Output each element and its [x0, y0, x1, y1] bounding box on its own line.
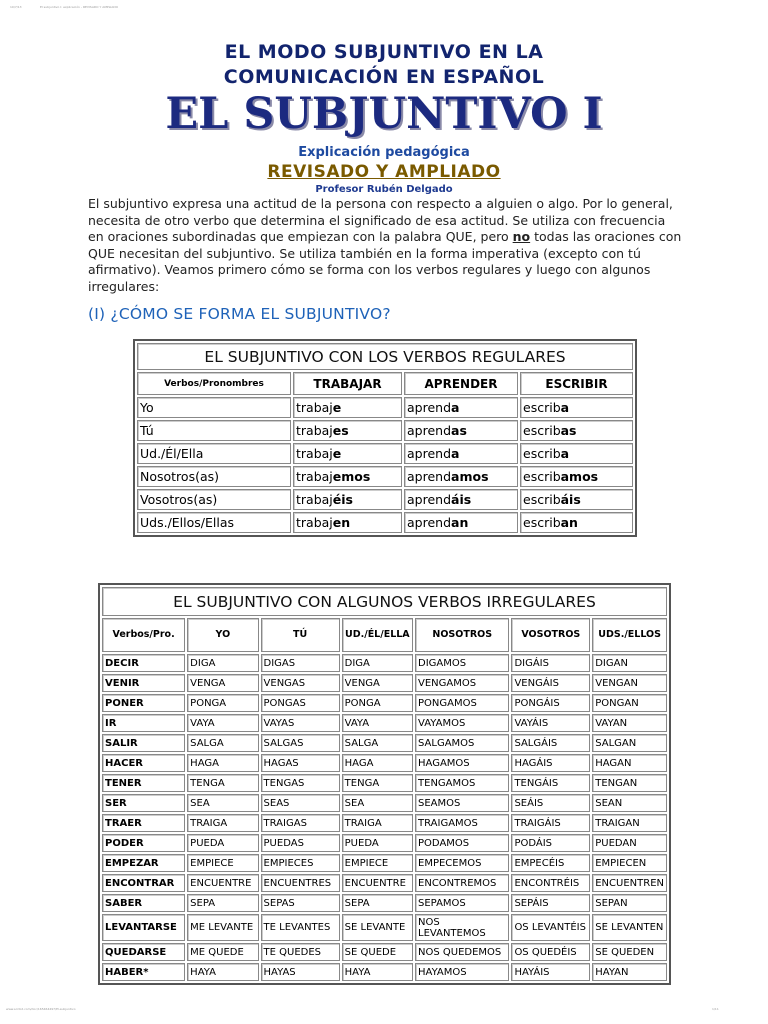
- table-row: [137, 420, 633, 441]
- verb-ending: an: [451, 515, 469, 530]
- header-cell: NOSOTROS: [415, 618, 509, 652]
- conjugation-cell: [520, 397, 633, 418]
- verb-stem: escrib: [523, 446, 561, 461]
- verb-cell: HACER: [102, 754, 185, 772]
- conjugation-cell: [520, 466, 633, 487]
- conjugation-cell: [293, 397, 402, 418]
- conjugation-cell: VAYAMOS: [415, 714, 509, 732]
- conjugation-cell: EMPECÉIS: [511, 854, 590, 872]
- header-cell: UDS./ELLOS: [592, 618, 667, 652]
- verb-stem: escrib: [523, 400, 561, 415]
- conjugation-cell: ENCONTRÉIS: [511, 874, 590, 892]
- conjugation-cell: [404, 397, 518, 418]
- conjugation-cell: EMPIECE: [342, 854, 413, 872]
- conjugation-cell: [404, 466, 518, 487]
- conjugation-cell: VENGA: [342, 674, 413, 692]
- verb-cell: SABER: [102, 894, 185, 912]
- conjugation-cell: HAGAN: [592, 754, 667, 772]
- conjugation-cell: OS LEVANTÉIS: [511, 914, 590, 941]
- conjugation-cell: VENGAMOS: [415, 674, 509, 692]
- document-header: [0, 40, 768, 195]
- verb-cell: TENER: [102, 774, 185, 792]
- verb-cell: SALIR: [102, 734, 185, 752]
- verb-ending: e: [332, 446, 342, 461]
- header-cell: Verbos/Pro.: [102, 618, 185, 652]
- conjugation-cell: PUEDAS: [261, 834, 340, 852]
- table-row: [102, 963, 667, 981]
- verb-ending: en: [332, 515, 351, 530]
- conjugation-cell: OS QUEDÉIS: [511, 943, 590, 961]
- conjugation-cell: TRAIGAMOS: [415, 814, 509, 832]
- conjugation-cell: SEPAMOS: [415, 894, 509, 912]
- table-row: [102, 854, 667, 872]
- conjugation-cell: PUEDAN: [592, 834, 667, 852]
- conjugation-cell: NOS LEVANTEMOS: [415, 914, 509, 941]
- verb-cell: IR: [102, 714, 185, 732]
- header-cell: APRENDER: [404, 372, 518, 395]
- conjugation-cell: TRAIGA: [187, 814, 258, 832]
- conjugation-cell: EMPIECE: [187, 854, 258, 872]
- conjugation-cell: SE QUEDE: [342, 943, 413, 961]
- verb-stem: trabaj: [296, 469, 333, 484]
- conjugation-cell: PUEDA: [187, 834, 258, 852]
- table-row: [137, 512, 633, 533]
- intro-paragraph: [88, 196, 683, 295]
- page-header-title: El subjuntivo I: explicación - REVISADO Y AMPLIADO: [40, 5, 119, 9]
- conjugation-cell: TENGÁIS: [511, 774, 590, 792]
- conjugation-cell: DIGAS: [261, 654, 340, 672]
- conjugation-cell: VAYÁIS: [511, 714, 590, 732]
- conjugation-cell: VENGAN: [592, 674, 667, 692]
- verb-stem: aprend: [407, 446, 452, 461]
- conjugation-cell: VAYA: [187, 714, 258, 732]
- conjugation-cell: SE LEVANTEN: [592, 914, 667, 941]
- conjugation-cell: HAYAN: [592, 963, 667, 981]
- conjugation-cell: TRAIGAN: [592, 814, 667, 832]
- conjugation-cell: SEPAN: [592, 894, 667, 912]
- conjugation-cell: [293, 420, 402, 441]
- header-cell: UD./ÉL/ELLA: [342, 618, 413, 652]
- verb-stem: trabaj: [296, 400, 333, 415]
- table-row: [102, 794, 667, 812]
- table-row: [102, 694, 667, 712]
- table-row: [102, 774, 667, 792]
- verb-cell: VENIR: [102, 674, 185, 692]
- header-cell: TRABAJAR: [293, 372, 402, 395]
- conjugation-cell: DIGA: [342, 654, 413, 672]
- pronoun-cell: Nosotros(as): [137, 466, 291, 487]
- table-row: [102, 674, 667, 692]
- table-row: [102, 943, 667, 961]
- conjugation-cell: ME QUEDE: [187, 943, 258, 961]
- conjugation-cell: HAGAS: [261, 754, 340, 772]
- conjugation-cell: VENGAS: [261, 674, 340, 692]
- regular-verbs-table: [133, 339, 637, 537]
- conjugation-cell: [520, 512, 633, 533]
- intro-no-emphasis: no: [512, 229, 531, 244]
- irregular-table-caption: EL SUBJUNTIVO CON ALGUNOS VERBOS IRREGULARES: [102, 587, 667, 616]
- conjugation-cell: VAYA: [342, 714, 413, 732]
- conjugation-cell: DIGA: [187, 654, 258, 672]
- irregular-verbs-table: [98, 583, 671, 985]
- verb-ending: an: [560, 515, 578, 530]
- conjugation-cell: SEPA: [342, 894, 413, 912]
- conjugation-cell: HAGA: [187, 754, 258, 772]
- page-footer-page: 1/11: [712, 1007, 719, 1011]
- conjugation-cell: [520, 443, 633, 464]
- intro-text-2: todas las oraciones con QUE necesitan del subjuntivo. Se utiliza también en la forma imperativa (excepto con tú afirmativo). Veamos primero cómo se forma con los verbos regulares y luego con algunos irregulares:: [88, 229, 682, 294]
- conjugation-cell: SEAN: [592, 794, 667, 812]
- header-cell: TÚ: [261, 618, 340, 652]
- conjugation-cell: SEAS: [261, 794, 340, 812]
- conjugation-cell: VENGÁIS: [511, 674, 590, 692]
- verb-cell: PODER: [102, 834, 185, 852]
- conjugation-cell: [404, 489, 518, 510]
- conjugation-cell: [520, 489, 633, 510]
- header-cell: YO: [187, 618, 258, 652]
- conjugation-cell: NOS QUEDEMOS: [415, 943, 509, 961]
- table-row: [137, 443, 633, 464]
- conjugation-cell: HAGA: [342, 754, 413, 772]
- conjugation-cell: SEÁIS: [511, 794, 590, 812]
- conjugation-cell: PONGAMOS: [415, 694, 509, 712]
- conjugation-cell: SEPAS: [261, 894, 340, 912]
- verb-stem: aprend: [407, 469, 452, 484]
- conjugation-cell: VAYAN: [592, 714, 667, 732]
- verb-ending: a: [451, 400, 460, 415]
- header-cell: VOSOTROS: [511, 618, 590, 652]
- pronoun-cell: Yo: [137, 397, 291, 418]
- table-row: [102, 754, 667, 772]
- conjugation-cell: VAYAS: [261, 714, 340, 732]
- conjugation-cell: HAYA: [342, 963, 413, 981]
- conjugation-cell: SALGAMOS: [415, 734, 509, 752]
- verb-cell: TRAER: [102, 814, 185, 832]
- conjugation-cell: SEPA: [187, 894, 258, 912]
- page-header-date: 10/7/13: [10, 5, 22, 9]
- conjugation-cell: ENCONTREMOS: [415, 874, 509, 892]
- conjugation-cell: SALGAS: [261, 734, 340, 752]
- table-row: [137, 397, 633, 418]
- conjugation-cell: HAGÁIS: [511, 754, 590, 772]
- verb-stem: aprend: [407, 515, 452, 530]
- conjugation-cell: HAYAMOS: [415, 963, 509, 981]
- conjugation-cell: PONGAS: [261, 694, 340, 712]
- conjugation-cell: ENCUENTRES: [261, 874, 340, 892]
- table-row: [137, 466, 633, 487]
- verb-ending: áis: [560, 492, 581, 507]
- verb-stem: escrib: [523, 423, 561, 438]
- table-row: [137, 489, 633, 510]
- verb-cell: LEVANTARSE: [102, 914, 185, 941]
- conjugation-cell: PONGA: [342, 694, 413, 712]
- verb-cell: DECIR: [102, 654, 185, 672]
- conjugation-cell: DIGÁIS: [511, 654, 590, 672]
- subtitle: Explicación pedagógica: [298, 145, 470, 160]
- verb-ending: a: [451, 446, 460, 461]
- verb-ending: as: [451, 423, 467, 438]
- verb-ending: éis: [332, 492, 353, 507]
- conjugation-cell: PONGA: [187, 694, 258, 712]
- conjugation-cell: [293, 512, 402, 533]
- verb-stem: aprend: [407, 492, 452, 507]
- conjugation-cell: PONGÁIS: [511, 694, 590, 712]
- verb-ending: es: [332, 423, 349, 438]
- verb-ending: a: [560, 446, 570, 461]
- verb-stem: escrib: [523, 469, 561, 484]
- verb-cell: SER: [102, 794, 185, 812]
- title-line-2: COMUNICACIÓN EN ESPAÑOL: [223, 66, 545, 88]
- header-cell: Verbos/Pronombres: [137, 372, 291, 395]
- verb-cell: QUEDARSE: [102, 943, 185, 961]
- header-cell: ESCRIBIR: [520, 372, 633, 395]
- table-row: [102, 874, 667, 892]
- conjugation-cell: DIGAMOS: [415, 654, 509, 672]
- conjugation-cell: TENGAN: [592, 774, 667, 792]
- conjugation-cell: [520, 420, 633, 441]
- section-heading: (I) ¿CÓMO SE FORMA EL SUBJUNTIVO?: [88, 305, 391, 323]
- conjugation-cell: ENCUENTREN: [592, 874, 667, 892]
- table-row: [102, 914, 667, 941]
- verb-ending: as: [560, 423, 577, 438]
- conjugation-cell: SE QUEDEN: [592, 943, 667, 961]
- conjugation-cell: SEA: [187, 794, 258, 812]
- conjugation-cell: SE LEVANTE: [342, 914, 413, 941]
- conjugation-cell: PUEDA: [342, 834, 413, 852]
- pronoun-cell: Vosotros(as): [137, 489, 291, 510]
- table-row: [102, 714, 667, 732]
- conjugation-cell: HAGAMOS: [415, 754, 509, 772]
- verb-cell: PONER: [102, 694, 185, 712]
- verb-stem: escrib: [523, 492, 561, 507]
- conjugation-cell: HAYÁIS: [511, 963, 590, 981]
- conjugation-cell: EMPIECEN: [592, 854, 667, 872]
- verb-stem: aprend: [407, 423, 452, 438]
- conjugation-cell: PONGAN: [592, 694, 667, 712]
- conjugation-cell: TENGA: [342, 774, 413, 792]
- conjugation-cell: EMPECEMOS: [415, 854, 509, 872]
- conjugation-cell: TRAIGÁIS: [511, 814, 590, 832]
- conjugation-cell: [293, 466, 402, 487]
- title-line-1: EL MODO SUBJUNTIVO EN LA: [224, 41, 544, 63]
- conjugation-cell: TRAIGA: [342, 814, 413, 832]
- pronoun-cell: Ud./Él/Ella: [137, 443, 291, 464]
- conjugation-cell: PODÁIS: [511, 834, 590, 852]
- verb-cell: EMPEZAR: [102, 854, 185, 872]
- verb-ending: emos: [332, 469, 371, 484]
- conjugation-cell: ENCUENTRE: [342, 874, 413, 892]
- conjugation-cell: TENGAMOS: [415, 774, 509, 792]
- pronoun-cell: Tú: [137, 420, 291, 441]
- conjugation-cell: SALGA: [342, 734, 413, 752]
- conjugation-cell: [404, 443, 518, 464]
- conjugation-cell: SALGA: [187, 734, 258, 752]
- table-row: [102, 654, 667, 672]
- table-row: [102, 734, 667, 752]
- verb-cell: HABER*: [102, 963, 185, 981]
- conjugation-cell: TENGAS: [261, 774, 340, 792]
- page-footer-url: www.scribd.com/doc/165464497/El-subjuntivo: [6, 1007, 76, 1011]
- conjugation-cell: HAYAS: [261, 963, 340, 981]
- verb-ending: e: [332, 400, 342, 415]
- conjugation-cell: SEA: [342, 794, 413, 812]
- conjugation-cell: [404, 512, 518, 533]
- conjugation-cell: HAYA: [187, 963, 258, 981]
- verb-stem: trabaj: [296, 515, 333, 530]
- conjugation-cell: VENGA: [187, 674, 258, 692]
- verb-ending: áis: [451, 492, 472, 507]
- conjugation-cell: EMPIECES: [261, 854, 340, 872]
- regular-table-caption: EL SUBJUNTIVO CON LOS VERBOS REGULARES: [137, 343, 633, 370]
- conjugation-cell: [293, 489, 402, 510]
- pronoun-cell: Uds./Ellos/Ellas: [137, 512, 291, 533]
- author: Profesor Rubén Delgado: [315, 184, 453, 195]
- conjugation-cell: TE QUEDES: [261, 943, 340, 961]
- conjugation-cell: SEAMOS: [415, 794, 509, 812]
- conjugation-cell: TENGA: [187, 774, 258, 792]
- verb-stem: trabaj: [296, 446, 333, 461]
- table-row: [102, 834, 667, 852]
- verb-ending: amos: [560, 469, 599, 484]
- intro-text-1: El subjuntivo expresa una actitud de la persona con respecto a alguien o algo. Por lo general, necesita de otro verbo que determina el significado de esa actitud. Se utiliza con frecuencia en oraciones subordinadas que empiezan con la palabra QUE, pero: [88, 196, 673, 244]
- verb-stem: trabaj: [296, 423, 333, 438]
- table-row: [102, 894, 667, 912]
- conjugation-cell: SALGAN: [592, 734, 667, 752]
- conjugation-cell: SEPÁIS: [511, 894, 590, 912]
- verb-cell: ENCONTRAR: [102, 874, 185, 892]
- revised-label: REVISADO Y AMPLIADO: [267, 162, 501, 182]
- conjugation-cell: PODAMOS: [415, 834, 509, 852]
- conjugation-cell: ME LEVANTE: [187, 914, 258, 941]
- conjugation-cell: TRAIGAS: [261, 814, 340, 832]
- verb-stem: trabaj: [296, 492, 333, 507]
- conjugation-cell: ENCUENTRE: [187, 874, 258, 892]
- verb-stem: escrib: [523, 515, 561, 530]
- conjugation-cell: SALGÁIS: [511, 734, 590, 752]
- conjugation-cell: TE LEVANTES: [261, 914, 340, 941]
- conjugation-cell: DIGAN: [592, 654, 667, 672]
- conjugation-cell: [404, 420, 518, 441]
- table-row: [102, 814, 667, 832]
- big-title: EL SUBJUNTIVO I: [165, 89, 603, 139]
- verb-ending: a: [560, 400, 570, 415]
- conjugation-cell: [293, 443, 402, 464]
- verb-stem: aprend: [407, 400, 452, 415]
- verb-ending: amos: [451, 469, 489, 484]
